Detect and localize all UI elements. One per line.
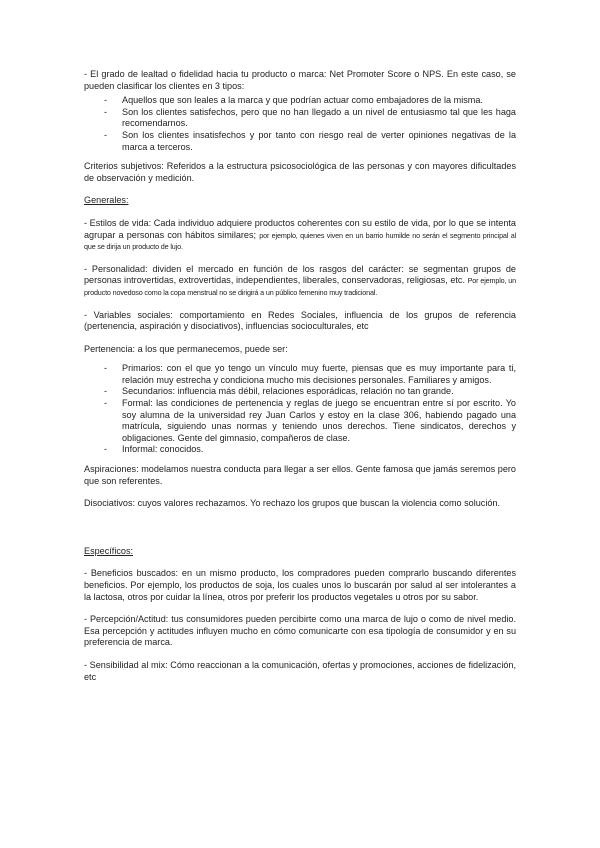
aspiraciones-paragraph: Aspiraciones: modelamos nuestra conducta para llegar a ser ellos. Gente famosa que jamás seremos pero que son referentes. [84, 464, 516, 486]
list-item: - Formal: las condiciones de pertenencia y reglas de juego se encuentran entre sí por escrito. Yo soy alumna de la universidad rey Juan Carlos y estoy en la clase 306, habiendo pagado una matrícula, siguiendo unas normas y teniendo unos derechos. Tiene sindicatos, derechos y obligaciones. Gente del gimnasio, compañeros de clase. [104, 398, 516, 443]
list-item: - Secundarios: influencia más débil, relaciones esporádicas, relación no tan grande. [104, 386, 454, 397]
personalidad-paragraph: - Personalidad: dividen el mercado en función de los rasgos del carácter: se segmentan grupos de personas introvertidas, extrovertidas, independientes, liberales, conservadoras, religiosas, etc. Por ejemplo, un producto novedoso como la copa menstrual no se dirigirá a un público femenino muy tradicional. [84, 263, 516, 297]
pertenencia-list [84, 363, 516, 456]
sociales-paragraph: - Variables sociales: comportamiento en Redes Sociales, influencia de los grupos de referencia (pertenencia, aspiración y disociativos), influencias socioculturales, etc [84, 309, 516, 332]
intro-paragraph: - El grado de lealtad o fidelidad hacia tu producto o marca: Net Promoter Score o NPS. En este caso, se pueden clasificar los clientes en 3 tipos: [84, 69, 516, 91]
pertenencia-intro: Pertenencia: a los que permanecemos, puede ser: [84, 343, 288, 354]
section-spacer [84, 510, 516, 546]
percepcion-paragraph: - Percepción/Actitud: tus consumidores pueden percibirte como una marca de lujo o como de nivel medio. Esa percepción y actitudes influyen mucho en cómo comunicarte con esa tipología de consumidor y en su preferencia de marca. [84, 614, 516, 648]
disociativos-paragraph: Disociativos: cuyos valores rechazamos. Yo rechazo los grupos que buscan la violencia como solución. [84, 498, 501, 509]
list-item: - Son los clientes satisfechos, pero que no han llegado a un nivel de entusiasmo tal que les haga recomendarnos. [104, 106, 516, 129]
list-item: - Informal: conocidos. [104, 444, 204, 455]
list-item: - Aquellos que son leales a la marca y que podrían actuar como embajadores de la misma. [104, 95, 483, 106]
beneficios-paragraph: - Beneficios buscados: en un mismo producto, los compradores pueden comprarlo buscando diferentes beneficios. Por ejemplo, los productos de soja, los cuales unos lo buscarán por salud al ser intolerantes a la lactosa, otros por cuidar la línea, otros por preferir los productos vegetales u otros por su sabor. [84, 568, 516, 602]
document-page [84, 69, 516, 683]
estilos-paragraph: - Estilos de vida: Cada individuo adquiere productos coherentes con su estilo de vida, por lo que se intenta agrupar a personas con hábitos similares; por ejemplo, quienes viven en un barrio humilde no serán el segmento principal al que se dirija un producto de lujo. [84, 217, 516, 252]
especificos-heading: Específicos: [84, 545, 134, 556]
list-item: - Son los clientes insatisfechos y por tanto con riesgo real de verter opiniones negativas de la marca a terceros. [104, 129, 516, 152]
nps-list [84, 95, 516, 153]
criterios-paragraph: Criterios subjetivos: Referidos a la estructura psicosociológica de las personas y con mayores dificultades de observación y medición. [84, 161, 516, 183]
list-item: - Primarios: con el que yo tengo un vínculo muy fuerte, piensas que es muy importante para ti, relación muy estrecha y condiciona mucho mis decisiones personales. Familiares y amigos. [104, 363, 516, 385]
generales-heading: Generales: [84, 195, 129, 206]
sensibilidad-paragraph: - Sensibilidad al mix: Cómo reaccionan a la comunicación, ofertas y promociones, acciones de fidelización, etc [84, 659, 516, 682]
